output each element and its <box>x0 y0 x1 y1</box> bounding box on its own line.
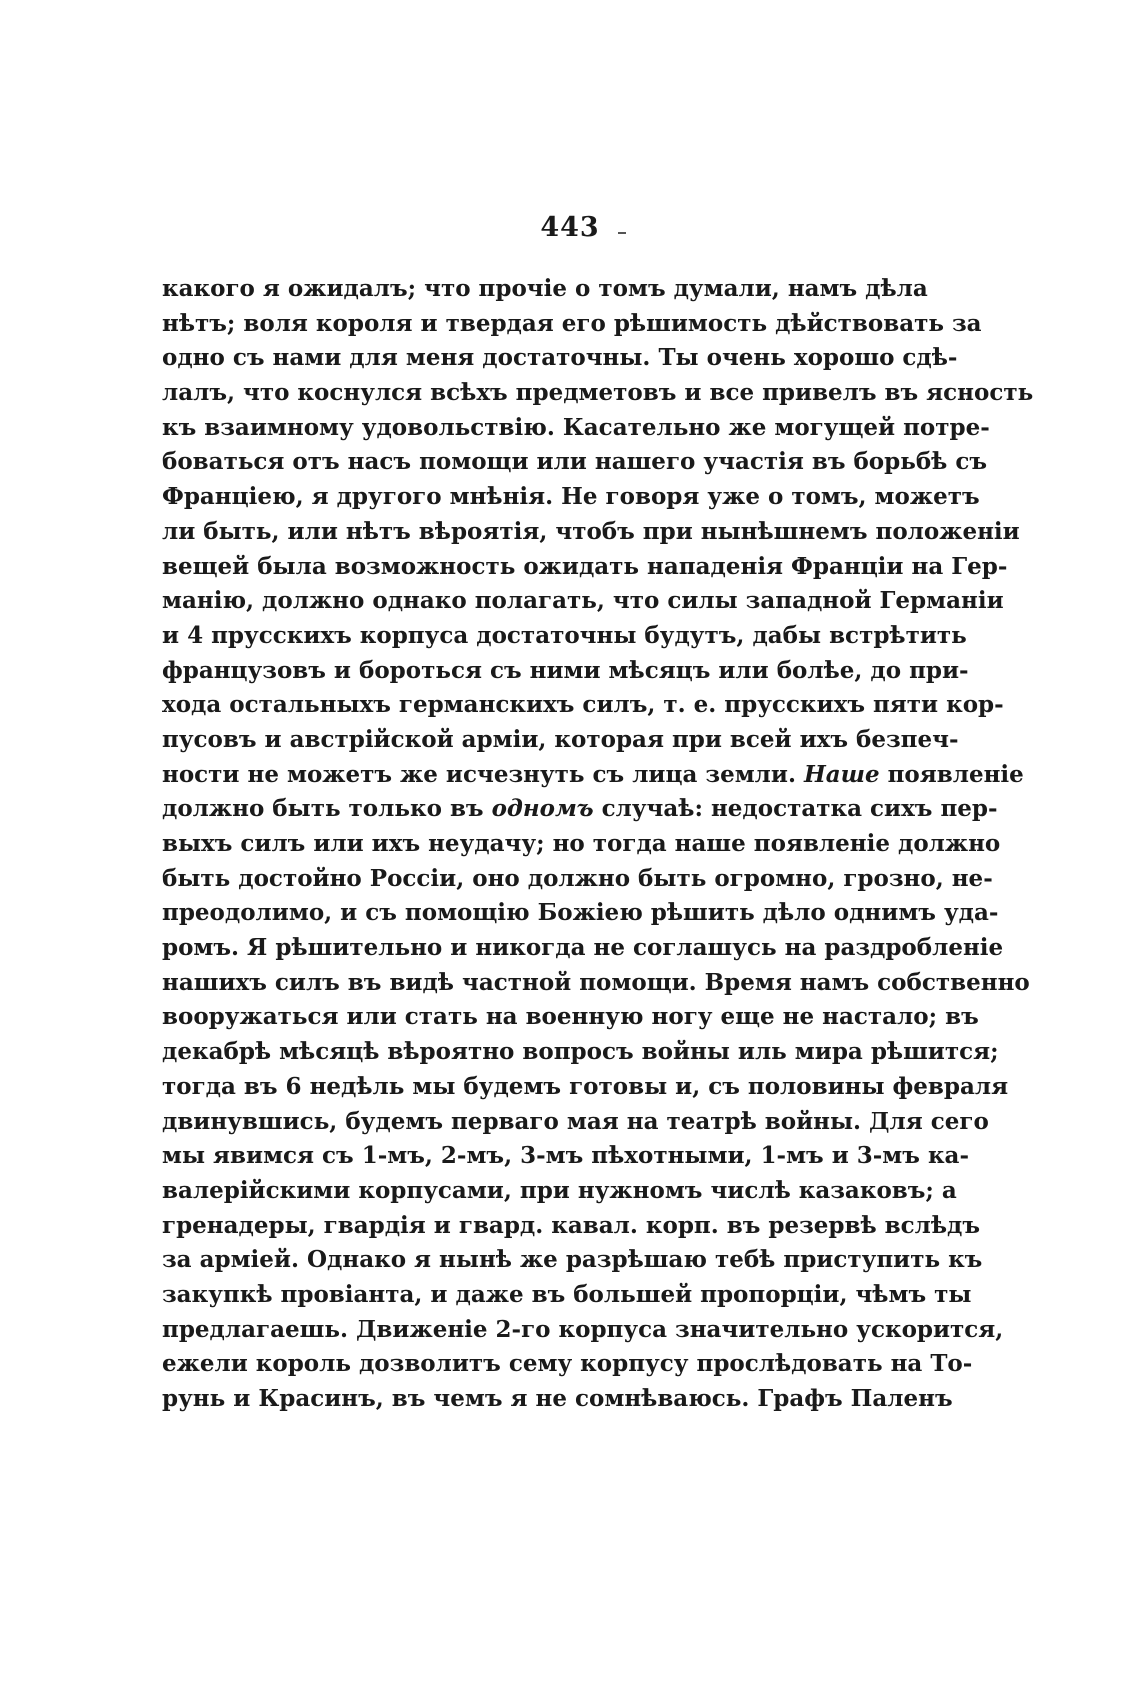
italic-word: одномъ <box>491 795 594 823</box>
text-line: вооружаться или стать на военную ногу еще не настало; въ <box>162 1003 979 1031</box>
text-segment: появленіе <box>879 760 1024 788</box>
text-line: хода остальныхъ германскихъ силъ, т. е. прусскихъ пяти кор- <box>162 691 1004 719</box>
page-number: 443 <box>540 212 600 243</box>
text-line: ли быть, или нѣтъ вѣроятія, чтобъ при нынѣшнемъ положеніи <box>162 517 1020 545</box>
text-line: манію, должно однако полагать, что силы западной Германіи <box>162 587 1004 615</box>
text-line: ромъ. Я рѣшительно и никогда не соглашусь на раздробленіе <box>162 934 1004 962</box>
text-line: закупкѣ провіанта, и даже въ большей пропорціи, чѣмъ ты <box>162 1280 972 1308</box>
text-line: ежели король дозволитъ сему корпусу прослѣдовать на То- <box>162 1350 973 1378</box>
italic-word: Наше <box>803 760 880 788</box>
text-line: тогда въ 6 недѣль мы будемъ готовы и, съ половины февраля <box>162 1072 1009 1100</box>
text-line: Франціею, я другого мнѣнія. Не говоря уже о томъ, можетъ <box>162 483 980 511</box>
text-line: какого я ожидалъ; что прочіе о томъ думали, намъ дѣла <box>162 275 928 302</box>
text-line: декабрѣ мѣсяцѣ вѣроятно вопросъ войны иль мира рѣшится; <box>162 1038 999 1066</box>
text-line: валерійскими корпусами, при нужномъ числѣ казаковъ; а <box>162 1176 957 1204</box>
text-line: выхъ силъ или ихъ неудачу; но тогда наше появленіе должно <box>162 830 1001 857</box>
text-line: и 4 прусскихъ корпуса достаточны будутъ, дабы встрѣтить <box>162 621 967 649</box>
text-line: преодолимо, и съ помощію Божіею рѣшить дѣло однимъ уда- <box>162 899 999 927</box>
text-line: предлагаешь. Движеніе 2-го корпуса значительно ускорится, <box>162 1315 1004 1343</box>
text-line: пусовъ и австрійской арміи, которая при всей ихъ безпеч- <box>162 725 959 753</box>
text-line: французовъ и бороться съ ними мѣсяцъ или болѣе, до при- <box>162 656 969 684</box>
text-line-mixed <box>162 758 1024 793</box>
text-line: къ взаимному удовольствію. Касательно же могущей потре- <box>162 413 990 441</box>
text-line: быть достойно Россіи, оно должно быть огромно, грозно, не- <box>162 864 993 892</box>
text-line: нашихъ силъ въ видѣ частной помощи. Время намъ собственно <box>162 968 1030 996</box>
text-line: боваться отъ насъ помощи или нашего участія въ борьбѣ съ <box>162 448 988 476</box>
text-line: мы явимся съ 1-мъ, 2-мъ, 3-мъ пѣхотными, 1-мъ и 3-мъ ка- <box>162 1142 969 1170</box>
text-line: лалъ, что коснулся всѣхъ предметовъ и все привелъ въ ясность <box>162 379 1034 407</box>
body-text <box>162 272 1034 1417</box>
text-line: рунь и Красинъ, въ чемъ я не сомнѣваюсь. Графъ Паленъ <box>162 1385 953 1412</box>
text-line: гренадеры, гвардія и гвард. кавал. корп. въ резервѣ вслѣдъ <box>162 1211 981 1239</box>
text-line-mixed <box>162 792 998 827</box>
scan-artifact <box>618 232 626 234</box>
text-line: одно съ нами для меня достаточны. Ты очень хорошо сдѣ- <box>162 344 958 372</box>
text-segment: случаѣ: недостатка сихъ пер- <box>593 795 998 823</box>
text-line: вещей была возможность ожидать нападенія Франціи на Гер- <box>162 552 1008 580</box>
text-line: за арміей. Однако я нынѣ же разрѣшаю тебѣ приступить къ <box>162 1246 983 1274</box>
text-line: нѣтъ; воля короля и твердая его рѣшимость дѣйствовать за <box>162 309 982 337</box>
text-line: двинувшись, будемъ перваго мая на театрѣ войны. Для сего <box>162 1107 989 1135</box>
text-segment: должно быть только въ <box>162 795 492 823</box>
text-segment: ности не можетъ же исчезнуть съ лица земли. <box>162 760 796 788</box>
